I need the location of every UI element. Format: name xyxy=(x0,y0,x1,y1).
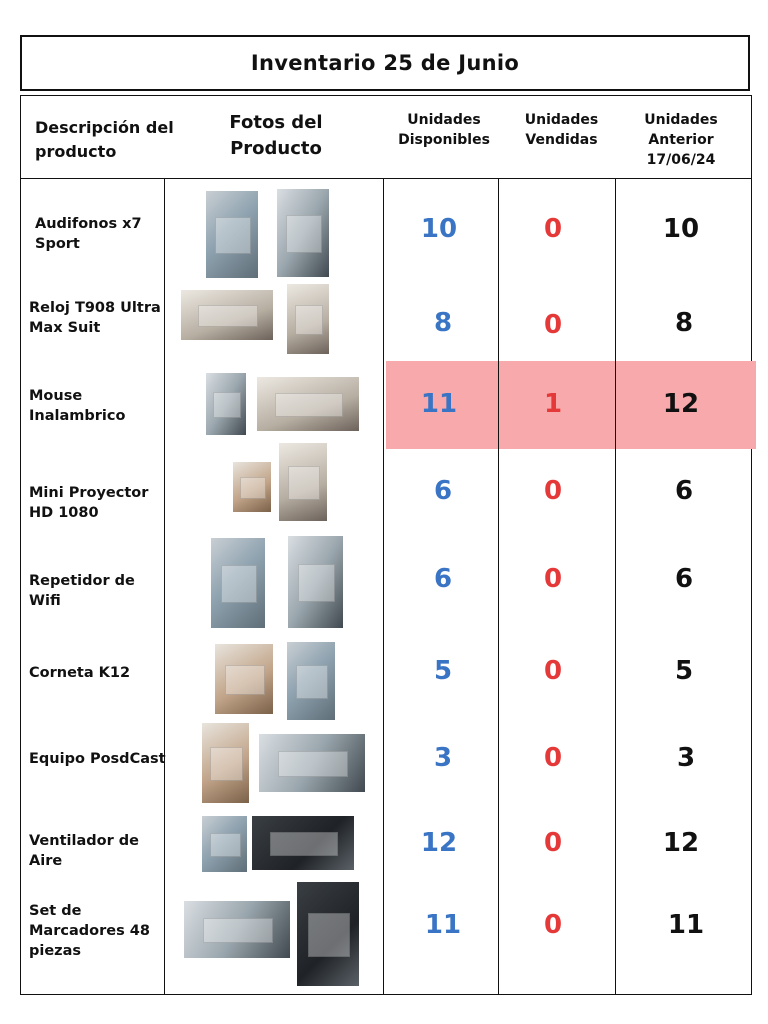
page-title: Inventario 25 de Junio xyxy=(20,35,750,91)
product-photo xyxy=(259,734,365,792)
row-6-vendidas: 0 xyxy=(543,656,563,686)
row-8-anterior: 12 xyxy=(662,828,700,858)
header-descripcion: Descripción del producto xyxy=(35,118,174,161)
row-8-disponibles: 12 xyxy=(420,828,458,858)
row-8-vendidas: 0 xyxy=(543,828,563,858)
row-9-vendidas: 0 xyxy=(543,910,563,940)
header-disponibles: Unidades Disponibles xyxy=(398,112,490,148)
row-5-disponibles: 6 xyxy=(433,564,453,594)
product-photo xyxy=(211,538,265,628)
product-photo xyxy=(202,816,247,872)
row-5-descripcion: Repetidor de Wifi xyxy=(29,573,135,609)
product-photo xyxy=(215,644,273,714)
row-2-descripcion: Reloj T908 Ultra Max Suit xyxy=(29,300,161,336)
product-photo xyxy=(297,882,359,986)
row-6-descripcion: Corneta K12 xyxy=(29,665,131,681)
product-photo xyxy=(206,191,258,278)
product-photo xyxy=(277,189,329,277)
header-fotos: Fotos del Producto xyxy=(229,112,323,159)
row-4-descripcion: Mini Proyector HD 1080 xyxy=(29,485,149,521)
row-3-disponibles: 11 xyxy=(420,389,458,419)
row-3-anterior: 12 xyxy=(662,389,700,419)
product-photo xyxy=(287,642,335,720)
product-photo xyxy=(184,901,290,958)
row-6-anterior: 5 xyxy=(674,656,694,686)
inventory-table xyxy=(20,95,752,995)
product-photo xyxy=(288,536,343,628)
product-photo xyxy=(257,377,359,431)
product-photo xyxy=(233,462,271,512)
row-1-anterior: 10 xyxy=(662,214,700,244)
column-divider-4 xyxy=(615,178,616,994)
row-9-descripcion: Set de Marcadores 48 piezas xyxy=(29,903,150,959)
row-7-anterior: 3 xyxy=(676,743,696,773)
row-4-disponibles: 6 xyxy=(433,476,453,506)
header-anterior: Unidades Anterior 17/06/24 xyxy=(644,112,718,168)
row-9-anterior: 11 xyxy=(667,910,705,940)
row-1-descripcion: Audifonos x7 Sport xyxy=(35,216,142,252)
row-3-descripcion: Mouse Inalambrico xyxy=(29,388,126,424)
column-divider-2 xyxy=(383,178,384,994)
row-5-anterior: 6 xyxy=(674,564,694,594)
product-photo xyxy=(252,816,354,870)
row-1-vendidas: 0 xyxy=(543,214,563,244)
row-4-vendidas: 0 xyxy=(543,476,563,506)
row-1-disponibles: 10 xyxy=(420,214,458,244)
row-7-descripcion: Equipo PosdCast xyxy=(29,751,166,767)
product-photo xyxy=(287,284,329,354)
header-vendidas: Unidades Vendidas xyxy=(524,112,599,148)
row-2-anterior: 8 xyxy=(674,308,694,338)
row-5-vendidas: 0 xyxy=(543,564,563,594)
product-photo xyxy=(279,443,327,521)
product-photo xyxy=(181,290,273,340)
row-7-vendidas: 0 xyxy=(543,743,563,773)
row-8-descripcion: Ventilador de Aire xyxy=(29,833,139,869)
row-7-disponibles: 3 xyxy=(433,743,453,773)
product-photo xyxy=(202,723,249,803)
row-2-disponibles: 8 xyxy=(433,308,453,338)
row-9-disponibles: 11 xyxy=(424,910,462,940)
header-divider xyxy=(21,178,751,179)
product-photo xyxy=(206,373,246,435)
row-6-disponibles: 5 xyxy=(433,656,453,686)
row-4-anterior: 6 xyxy=(674,476,694,506)
row-2-vendidas: 0 xyxy=(543,310,563,340)
row-3-vendidas: 1 xyxy=(543,389,563,419)
